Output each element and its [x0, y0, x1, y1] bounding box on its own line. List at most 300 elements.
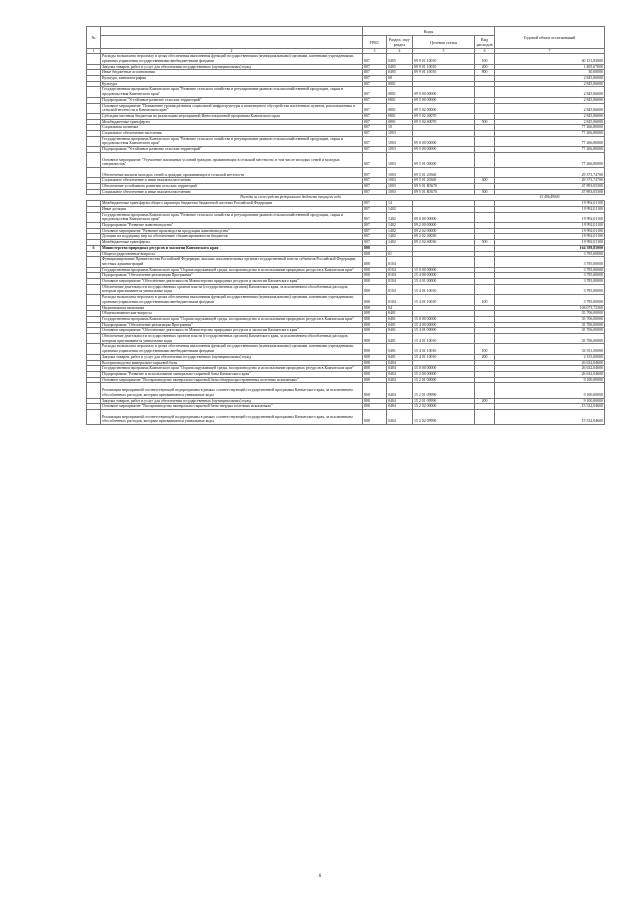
row-name: Обеспечение жильем молодых семей и граждан, проживающих в сельской местности — [101, 167, 363, 177]
row-grbs: 808 — [363, 295, 387, 305]
row-razdel: 0405 — [387, 54, 413, 64]
row-razdel: 0401 — [387, 322, 413, 328]
row-name: Министерство природных ресурсов и экологии Камчатского края — [101, 245, 363, 251]
row-csr: 09 5 02 00000 — [413, 103, 475, 113]
row-csr: 15 2 01 00000 — [413, 377, 475, 383]
row-razdel: 1003 — [387, 147, 413, 153]
row-grbs: 807 — [363, 201, 387, 207]
header-spacer — [101, 27, 363, 36]
row-grbs: 808 — [363, 305, 387, 311]
table-row — [87, 54, 605, 64]
table-row — [87, 167, 605, 177]
row-grbs: 808 — [363, 398, 387, 404]
row-grbs: 807 — [363, 97, 387, 103]
row-razdel: 0404 — [387, 377, 413, 383]
row-name: Межбюджетные трансферты — [101, 240, 363, 246]
header-total: Годовой объем ассигнований — [495, 27, 605, 49]
row-amount: 106 073,72360 — [495, 305, 605, 311]
row-name: Межбюджетные трансферты общего характера бюджетам бюджетной системы Российской Федерации — [101, 201, 363, 207]
row-amount: 3 785,00000 — [495, 267, 605, 273]
row-vr — [475, 409, 495, 424]
row-csr: 09 5 02 40070 — [413, 113, 475, 119]
row-name: Функционирование Правительства Российской Федерации, высших исполнительных органов государственной власти субъектов Российской Федерации, местных администраций — [101, 257, 363, 267]
row-csr: 15 4 01 00000 — [413, 279, 475, 285]
row-number: 6 — [87, 245, 101, 251]
row-vr — [475, 284, 495, 294]
row-name: Дотации на поддержку мер по обеспечению сбалансированности бюджетов — [101, 234, 363, 240]
row-vr: 800 — [475, 70, 495, 76]
row-csr: 09 5 01 R5670 — [413, 184, 475, 190]
row-amount: 2 845,06000 — [495, 81, 605, 87]
row-amount: 3 785,00000 — [495, 273, 605, 279]
row-grbs: 808 — [363, 377, 387, 383]
col-number: 7 — [495, 49, 605, 54]
col-number: 6 — [475, 49, 495, 54]
row-razdel: 08 — [387, 76, 413, 82]
row-grbs: 807 — [363, 189, 387, 195]
row-amount: 35 706,00000 — [495, 328, 605, 334]
header-csr: Целевая статья — [413, 36, 475, 49]
row-amount: 35 706,00000 — [495, 311, 605, 317]
row-name: Национальная экономика — [101, 305, 363, 311]
row-amount: 26 632,04600 — [495, 371, 605, 377]
row-vr — [475, 103, 495, 113]
table-row — [87, 136, 605, 146]
row-razdel: 1003 — [387, 167, 413, 177]
col-number: 3 — [363, 49, 387, 54]
row-grbs: 808 — [363, 334, 387, 344]
row-razdel: 0404 — [387, 371, 413, 377]
table-row — [87, 344, 605, 354]
row-name: Обеспечение деятельности государственных органов власти (государственных органов) Камчатского края, за исключением обособленных расходов, которым присваиваются уникальные коды — [101, 334, 363, 344]
row-csr: 09 2 02 40030 — [413, 240, 475, 246]
row-csr: 15 4 01 10010 — [413, 344, 475, 354]
row-amount: 77 266,80000 — [495, 125, 605, 131]
row-name: Основное мероприятие "Обеспечение деятельности Министерства природных ресурсов и экологии Камчатского края" — [101, 279, 363, 285]
row-razdel: 0401 — [387, 311, 413, 317]
row-name: Реализация мероприятий соответствующей подпрограммы в рамках соответствующей государственной программы Камчатского края, за исключением обособленных расходов, которым присваиваются уникальные коды — [101, 409, 363, 424]
row-amount: 2 845,06000 — [495, 113, 605, 119]
row-amount: 26 632,04600 — [495, 366, 605, 372]
row-razdel: 14 — [387, 201, 413, 207]
row-grbs: 807 — [363, 136, 387, 146]
row-csr: 15 4 01 10010 — [413, 284, 475, 294]
row-amount: 29 373,74700 — [495, 167, 605, 177]
row-razdel: 0401 — [387, 328, 413, 334]
row-grbs: 808 — [363, 257, 387, 267]
row-name: Государственная программа Камчатского края "Развитие сельского хозяйства и регулирование рынков сельскохозяйственной продукции, сырья и продовольствия Камчатского края" — [101, 212, 363, 222]
row-razdel: 0404 — [387, 366, 413, 372]
row-amount: 19 992,01100 — [495, 201, 605, 207]
table-row — [87, 103, 605, 113]
row-razdel: 0404 — [387, 360, 413, 366]
row-name: Закупка товаров, работ и услуг для обеспечения государственных (муниципальных) нужд — [101, 398, 363, 404]
row-grbs: 808 — [363, 245, 387, 251]
row-grbs: 808 — [363, 344, 387, 354]
row-amount: 3 785,00000 — [495, 257, 605, 267]
row-csr: 09 5 01 R5670 — [413, 189, 475, 195]
row-amount: 2 155,00000 — [495, 354, 605, 360]
row-amount: 35 706,00000 — [495, 334, 605, 344]
table-row — [87, 295, 605, 305]
row-name: Государственная программа Камчатского края "Охрана окружающей среды, воспроизводство и использование природных ресурсов в Камчатском крае" — [101, 267, 363, 273]
row-grbs: 808 — [363, 322, 387, 328]
row-vr: 100 — [475, 54, 495, 64]
row-vr: 300 — [475, 189, 495, 195]
row-grbs: 807 — [363, 76, 387, 82]
row-razdel: 1003 — [387, 178, 413, 184]
row-name: Иные бюджетные ассигнования — [101, 70, 363, 76]
row-name: Государственная программа Камчатского края "Развитие сельского хозяйства и регулирование рынков сельскохозяйственной продукции, сырья и продовольствия Камчатского края" — [101, 87, 363, 97]
row-number — [87, 409, 101, 424]
row-grbs: 808 — [363, 383, 387, 398]
row-razdel: 0401 — [387, 316, 413, 322]
row-number — [87, 257, 101, 267]
row-grbs: 807 — [363, 223, 387, 229]
row-amount: 19 992,01100 — [495, 206, 605, 212]
row-amount: 19 992,01100 — [495, 223, 605, 229]
row-name: Подпрограмма "Развитие и использование минерально-сырьевой базы Камчатского края" — [101, 371, 363, 377]
row-razdel: 0801 — [387, 87, 413, 97]
row-vr: 100 — [475, 344, 495, 354]
budget-table — [86, 26, 605, 425]
row-razdel: 0401 — [387, 334, 413, 344]
row-razdel: 0104 — [387, 295, 413, 305]
row-amount: 9 100,00000 — [495, 377, 605, 383]
row-vr: 200 — [475, 398, 495, 404]
row-csr: 09 9 01 10010 — [413, 64, 475, 70]
row-csr: 15 4 00 00000 — [413, 273, 475, 279]
row-grbs: 808 — [363, 404, 387, 410]
row-amount: 77 266,80000 — [495, 152, 605, 167]
row-csr: 15 0 00 00000 — [413, 366, 475, 372]
row-amount: 2 845,06000 — [495, 76, 605, 82]
table-row — [87, 212, 605, 222]
row-name: Расходы на выплаты персоналу в целях обеспечения выполнения функций государственными (муниципальными) органами, казенными учреждениями, органами управления государственными внебюджетными фондами — [101, 295, 363, 305]
row-grbs: 807 — [363, 64, 387, 70]
table-body — [87, 54, 605, 425]
row-name: Социальное обеспечение и иные выплаты населению — [101, 178, 363, 184]
row-vr: 200 — [475, 64, 495, 70]
row-vr — [475, 152, 495, 167]
row-razdel: 0801 — [387, 81, 413, 87]
row-amount: 19 992,01100 — [495, 234, 605, 240]
row-amount: 77 266,80000 — [495, 147, 605, 153]
row-vr — [475, 334, 495, 344]
row-csr: 15 4 01 10010 — [413, 295, 475, 305]
row-razdel: 0801 — [387, 103, 413, 113]
row-grbs: 807 — [363, 81, 387, 87]
row-razdel: 0405 — [387, 70, 413, 76]
row-grbs: 807 — [363, 125, 387, 131]
row-amount: 35 706,00000 — [495, 316, 605, 322]
table-row — [87, 87, 605, 97]
row-vr — [475, 167, 495, 177]
row-razdel: 1003 — [387, 189, 413, 195]
row-razdel: 1402 — [387, 234, 413, 240]
row-name: Социальное обеспечение населения — [101, 131, 363, 137]
row-vr — [475, 257, 495, 267]
row-amount: 164 398,85000 — [495, 245, 605, 251]
row-name: Основное мероприятие "Улучшение жилищных условий граждан, проживающих в сельской местности, в том числе молодых семей и молодых специалистов" — [101, 152, 363, 167]
row-vr — [475, 87, 495, 97]
row-razdel: 0401 — [387, 354, 413, 360]
row-amount: 15 532,04600 — [495, 409, 605, 424]
row-amount: 35 706,00000 — [495, 322, 605, 328]
row-razdel: 0405 — [387, 64, 413, 70]
row-vr: 500 — [475, 119, 495, 125]
row-name: Реализация мероприятий соответствующей подпрограммы в рамках соответствующей государственной программы Камчатского края, за исключением обособленных расходов, которым присваиваются уникальные коды — [101, 383, 363, 398]
row-razdel: 1402 — [387, 240, 413, 246]
row-name: Общегосударственные вопросы — [101, 251, 363, 257]
row-name: Государственная программа Камчатского края "Развитие сельского хозяйства и регулирование рынков сельскохозяйственной продукции, сырья и продовольствия Камчатского края" — [101, 136, 363, 146]
row-amount: 26 632,04600 — [495, 360, 605, 366]
row-grbs: 807 — [363, 184, 387, 190]
row-vr: 100 — [475, 295, 495, 305]
row-number — [87, 167, 101, 177]
row-grbs: 808 — [363, 354, 387, 360]
row-grbs: 807 — [363, 131, 387, 137]
row-razdel: 1402 — [387, 212, 413, 222]
row-amount: 47 893,05300 — [495, 189, 605, 195]
row-name: Основное мероприятие "Воспроизводство минерально-сырьевой базы твердых полезных ископаемых" — [101, 404, 363, 410]
row-csr: 09 9 01 10010 — [413, 54, 475, 64]
row-grbs: 807 — [363, 119, 387, 125]
row-razdel: 1003 — [387, 131, 413, 137]
row-grbs: 807 — [363, 206, 387, 212]
row-name: Субсидии местным бюджетам на реализацию мероприятий Инвестиционной программы Камчатского края — [101, 113, 363, 119]
row-razdel: 1402 — [387, 206, 413, 212]
row-name: Закупка товаров, работ и услуг для обеспечения государственных (муниципальных) нужд — [101, 354, 363, 360]
row-razdel: 0801 — [387, 119, 413, 125]
row-vr: 500 — [475, 240, 495, 246]
row-name: Подпрограмма "Устойчивое развитие сельских территорий" — [101, 147, 363, 153]
row-name: Подпрограмма "Обеспечение реализации Программы" — [101, 322, 363, 328]
row-csr: 09 5 02 40070 — [413, 119, 475, 125]
row-grbs: 807 — [363, 178, 387, 184]
row-csr: 09 9 01 10010 — [413, 70, 475, 76]
row-grbs: 807 — [363, 113, 387, 119]
row-name: Подпрограмма "Обеспечение реализации Программы" — [101, 273, 363, 279]
row-csr: 15 0 00 00000 — [413, 316, 475, 322]
row-amount: 3 785,00000 — [495, 284, 605, 294]
row-grbs: 808 — [363, 311, 387, 317]
row-name: Основное мероприятие "Повышение уровня развития социальной инфраструктуры и инженерного обустройства населенных пунктов, расположенных в сельской местности в Камчатском крае" — [101, 103, 363, 113]
budget-sheet — [86, 26, 604, 425]
row-amount: 77 266,80000 — [495, 131, 605, 137]
row-number — [87, 344, 101, 354]
row-name: Основное мероприятие "Развитие производства продукции животноводства" — [101, 228, 363, 234]
row-name: Государственная программа Камчатского края "Охрана окружающей среды, воспроизводство и использование природных ресурсов в Камчатском крае" — [101, 366, 363, 372]
row-amount: 2 845,06000 — [495, 103, 605, 113]
row-grbs: 807 — [363, 103, 387, 113]
row-amount: 9 100,00000 — [495, 398, 605, 404]
row-name: Социальное обеспечение и иные выплаты населению — [101, 189, 363, 195]
row-razdel: 1003 — [387, 184, 413, 190]
row-csr: 15 4 00 00000 — [413, 322, 475, 328]
row-name: Общеэкономические вопросы — [101, 311, 363, 317]
header-codes: Коды — [363, 27, 495, 36]
row-name: Иные дотации — [101, 206, 363, 212]
row-vr: 200 — [475, 354, 495, 360]
row-amount: 33 551,00000 — [495, 344, 605, 354]
row-grbs: 807 — [363, 240, 387, 246]
row-number — [87, 136, 101, 146]
row-amount: 47 893,05300 — [495, 184, 605, 190]
row-razdel: 0404 — [387, 404, 413, 410]
row-csr: 09 5 01 20360 — [413, 178, 475, 184]
row-number — [87, 334, 101, 344]
row-csr: 09 5 01 00000 — [413, 152, 475, 167]
row-name: Основное мероприятие "Обеспечение деятельности Министерства природных ресурсов и экологии Камчатского края" — [101, 328, 363, 334]
note-text: Расходы за счет средств федерального бюджета текущего года — [87, 195, 495, 201]
row-vr — [475, 136, 495, 146]
table-row — [87, 334, 605, 344]
row-name: Обеспечение устойчивого развития сельских территорий — [101, 184, 363, 190]
row-amount: 19 992,01100 — [495, 228, 605, 234]
row-name: Обеспечение деятельности государственных органов власти (государственных органов) Камчатского края, за исключением обособленных расходов, которым присваиваются уникальные коды — [101, 284, 363, 294]
row-razdel: 04 — [387, 305, 413, 311]
col-number: 5 — [413, 49, 475, 54]
row-amount: 3 785,00000 — [495, 279, 605, 285]
row-name: Культура — [101, 81, 363, 87]
note-amount: 41 496,49000 — [495, 195, 605, 201]
row-razdel: 1402 — [387, 223, 413, 229]
row-razdel: 10 — [387, 125, 413, 131]
row-csr: 15 2 02 09990 — [413, 409, 475, 424]
row-csr: 15 2 01 09990 — [413, 398, 475, 404]
row-razdel: 0404 — [387, 398, 413, 404]
row-name: Расходы на выплаты персоналу в целях обеспечения выполнения функций государственными (муниципальными) органами, казенными учреждениями, органами управления государственными внебюджетными фондами — [101, 54, 363, 64]
row-grbs: 807 — [363, 234, 387, 240]
row-grbs: 808 — [363, 316, 387, 322]
row-grbs: 808 — [363, 371, 387, 377]
row-name: Воспроизводство минерально-сырьевой базы — [101, 360, 363, 366]
col-number: 2 — [101, 49, 363, 54]
row-name: Подпрограмма "Устойчивое развитие сельских территорий" — [101, 97, 363, 103]
row-grbs: 807 — [363, 167, 387, 177]
row-name: Государственная программа Камчатского края "Охрана окружающей среды, воспроизводство и использование природных ресурсов в Камчатском крае" — [101, 316, 363, 322]
row-csr: 09 5 00 00000 — [413, 147, 475, 153]
row-grbs: 808 — [363, 279, 387, 285]
row-razdel: 1003 — [387, 136, 413, 146]
row-vr — [475, 212, 495, 222]
col-number: 1 — [87, 49, 101, 54]
row-number — [87, 54, 101, 64]
row-csr: 15 2 02 00000 — [413, 404, 475, 410]
header-grbs: ГРБС — [363, 36, 387, 49]
row-csr: 09 0 00 00000 — [413, 87, 475, 97]
row-name: Основное мероприятие "Воспроизводство минерально-сырьевой базы общераспространенных полезных ископаемых" — [101, 377, 363, 383]
row-grbs: 808 — [363, 273, 387, 279]
row-number — [87, 103, 101, 113]
row-name: Расходы на выплаты персоналу в целях обеспечения выполнения функций государственными (муниципальными) органами, казенными учреждениями, органами управления государственными внебюджетными фондами — [101, 344, 363, 354]
row-razdel: 1402 — [387, 228, 413, 234]
row-grbs: 807 — [363, 212, 387, 222]
row-number — [87, 295, 101, 305]
row-name: Культура, кинематография — [101, 76, 363, 82]
row-csr: 09 2 00 00000 — [413, 223, 475, 229]
row-grbs: 808 — [363, 366, 387, 372]
row-csr — [413, 257, 475, 267]
row-csr: 15 2 00 00000 — [413, 371, 475, 377]
row-amount: 77 266,80000 — [495, 136, 605, 146]
row-csr: 09 5 00 00000 — [413, 97, 475, 103]
table-row — [87, 284, 605, 294]
row-name: Подпрограмма "Развитие животноводства" — [101, 223, 363, 229]
row-grbs: 808 — [363, 284, 387, 294]
row-grbs: 807 — [363, 152, 387, 167]
row-grbs: 808 — [363, 360, 387, 366]
row-amount: 19 992,01100 — [495, 212, 605, 222]
row-grbs: 807 — [363, 70, 387, 76]
row-amount: 40 151,83000 — [495, 54, 605, 64]
row-amount: 2 845,06000 — [495, 87, 605, 97]
row-amount: 3 785,00000 — [495, 295, 605, 305]
row-amount: 30,00000 — [495, 70, 605, 76]
row-grbs: 808 — [363, 328, 387, 334]
header-razdel: Раздел, под-раздел — [387, 36, 413, 49]
row-razdel: 0104 — [387, 279, 413, 285]
row-csr: 15 2 01 09990 — [413, 383, 475, 398]
row-grbs: 807 — [363, 228, 387, 234]
row-razdel: 0104 — [387, 273, 413, 279]
row-amount: 3 785,00000 — [495, 251, 605, 257]
row-razdel: 0104 — [387, 284, 413, 294]
row-amount: 1 405,67000 — [495, 64, 605, 70]
row-number — [87, 87, 101, 97]
row-razdel: 0404 — [387, 409, 413, 424]
row-razdel: 0404 — [387, 383, 413, 398]
row-grbs: 808 — [363, 409, 387, 424]
row-name: Закупка товаров, работ и услуг для обеспечения государственных (муниципальных) нужд — [101, 64, 363, 70]
row-razdel: 0401 — [387, 344, 413, 354]
row-razdel: 0104 — [387, 257, 413, 267]
row-vr — [475, 383, 495, 398]
row-csr: 15 4 01 10010 — [413, 354, 475, 360]
row-csr: 09 0 00 00000 — [413, 212, 475, 222]
row-grbs: 807 — [363, 87, 387, 97]
row-amount: 19 992,01100 — [495, 240, 605, 246]
row-razdel: 0801 — [387, 113, 413, 119]
row-amount: 15 532,04600 — [495, 404, 605, 410]
row-number — [87, 284, 101, 294]
row-amount: 2 845,06000 — [495, 97, 605, 103]
row-csr: 15 0 00 00000 — [413, 267, 475, 273]
table-row — [87, 257, 605, 267]
row-razdel: 1003 — [387, 152, 413, 167]
page-number: 6 — [318, 874, 322, 879]
table-row — [87, 152, 605, 167]
table-row — [87, 409, 605, 424]
table-row — [87, 383, 605, 398]
row-name: Социальная политика — [101, 125, 363, 131]
row-razdel: 0104 — [387, 267, 413, 273]
row-grbs: 808 — [363, 267, 387, 273]
row-number — [87, 383, 101, 398]
row-amount: 9 100,00000 — [495, 383, 605, 398]
row-csr: 15 4 01 10010 — [413, 334, 475, 344]
row-csr: 09 5 01 20360 — [413, 167, 475, 177]
row-grbs: 807 — [363, 147, 387, 153]
row-csr: 09 2 02 40030 — [413, 234, 475, 240]
row-name: Межбюджетные трансферты — [101, 119, 363, 125]
row-amount: 2 845,06000 — [495, 119, 605, 125]
row-csr: 15 4 01 00000 — [413, 328, 475, 334]
row-number — [87, 152, 101, 167]
row-number — [87, 212, 101, 222]
col-number: 4 — [387, 49, 413, 54]
